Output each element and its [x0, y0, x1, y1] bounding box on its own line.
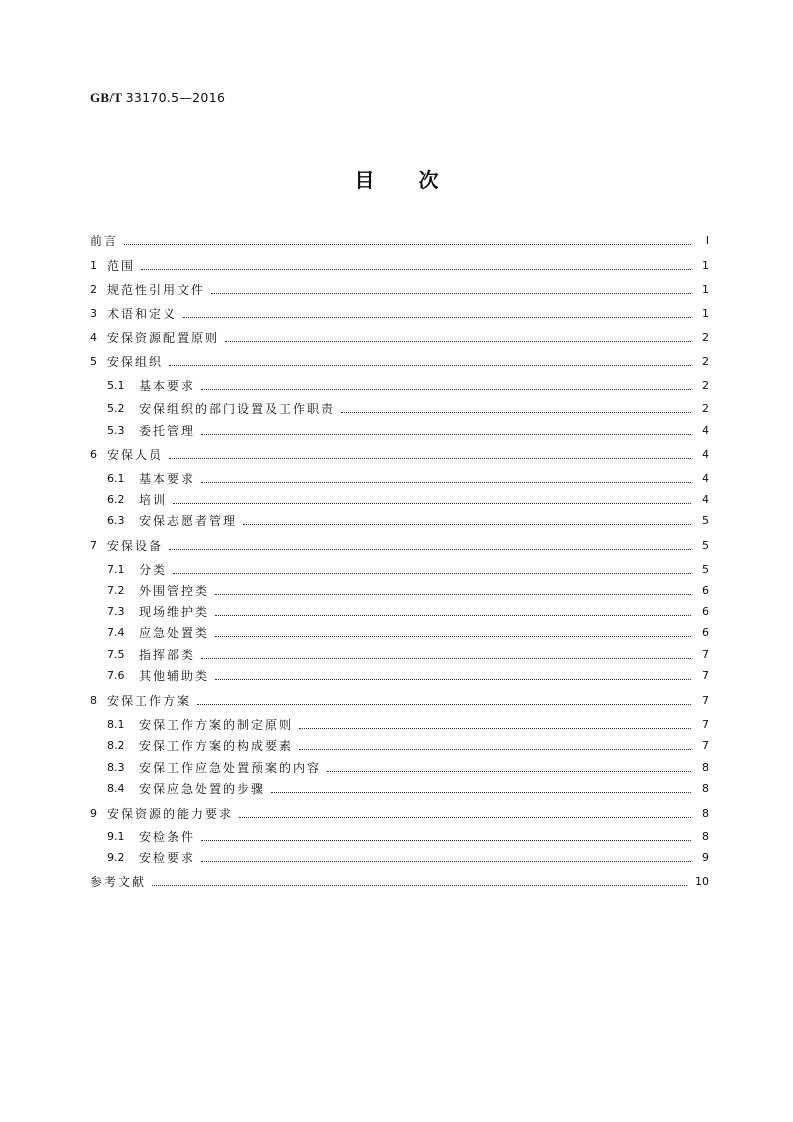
toc-entry-number: 7.2: [107, 584, 125, 597]
toc-entry-label: 安保组织的部门设置及工作职责: [139, 402, 336, 416]
toc-entry-page: 2: [702, 402, 709, 415]
toc-entry-label: 规范性引用文件: [107, 283, 206, 297]
toc-entry-number: 7.3: [107, 605, 125, 618]
toc-entry-page: 8: [702, 782, 709, 795]
toc-entry[interactable]: [107, 666, 709, 684]
toc-entry-page: 7: [702, 718, 709, 731]
toc-entry-label: 应急处置类: [139, 626, 210, 640]
toc-entry-number: 8: [90, 694, 97, 707]
dot-leader: [201, 658, 691, 659]
toc-entry-label: 安检要求: [139, 851, 196, 865]
toc-entry[interactable]: [107, 560, 709, 578]
toc-entry-label: 现场维护类: [139, 605, 210, 619]
toc-entry-page: 6: [702, 584, 709, 597]
toc-entry[interactable]: [107, 623, 709, 641]
toc-entry[interactable]: [107, 376, 709, 394]
toc-entry-page: 6: [702, 626, 709, 639]
toc-entry-page: 2: [702, 379, 709, 392]
toc-entry-label: 术语和定义: [107, 307, 178, 321]
toc-entry-number: 8.1: [107, 718, 125, 731]
toc-entry-label: 安保志愿者管理: [139, 514, 238, 528]
dot-leader: [183, 317, 691, 318]
toc-entry-label: 安保工作方案的构成要素: [139, 739, 294, 753]
toc-entry-page: 4: [702, 448, 709, 461]
toc-entry-number: 5.3: [107, 424, 125, 437]
dot-leader: [327, 771, 691, 772]
toc-entry-label: 分类: [139, 563, 168, 577]
toc-entry-page: Ⅰ: [705, 234, 709, 247]
toc-entry-number: 6.2: [107, 493, 125, 506]
toc-entry-label: 范围: [107, 259, 136, 273]
dot-leader: [341, 412, 691, 413]
toc-entry[interactable]: [107, 715, 709, 733]
toc-entry-page: 1: [702, 283, 709, 296]
toc-entry-number: 3: [90, 307, 97, 320]
title-char: 目: [354, 168, 375, 192]
dot-leader: [239, 817, 691, 818]
toc-entry-page: 8: [702, 761, 709, 774]
toc-entry-label: 安检条件: [139, 830, 196, 844]
dot-leader: [197, 704, 691, 705]
dot-leader: [169, 458, 691, 459]
dot-leader: [271, 792, 691, 793]
toc-entry-number: 9: [90, 807, 97, 820]
toc-entry-number: 7.5: [107, 648, 125, 661]
dot-leader: [169, 549, 691, 550]
toc-entry-label: 参考文献: [90, 875, 147, 889]
toc-entry[interactable]: [107, 736, 709, 754]
toc-entry-page: 5: [702, 563, 709, 576]
toc-entry-number: 7.4: [107, 626, 125, 639]
toc-entry-number: 7.6: [107, 669, 125, 682]
toc-entry-label: 基本要求: [139, 472, 196, 486]
toc-entry-label: 基本要求: [139, 379, 196, 393]
toc-entry-page: 9: [702, 851, 709, 864]
toc-entry-number: 6.1: [107, 472, 125, 485]
toc-entry[interactable]: [107, 602, 709, 620]
toc-entry-number: 5.2: [107, 402, 125, 415]
toc-entry[interactable]: [107, 469, 709, 487]
toc-entry-page: 1: [702, 307, 709, 320]
toc-entry[interactable]: [90, 256, 709, 274]
dot-leader: [152, 885, 687, 886]
page-title: [0, 164, 793, 193]
toc-entry-number: 9.2: [107, 851, 125, 864]
toc-entry-label: 培训: [139, 493, 168, 507]
dot-leader: [299, 749, 691, 750]
toc-entry-page: 8: [702, 830, 709, 843]
toc-entry[interactable]: [90, 872, 709, 890]
toc-entry-number: 9.1: [107, 830, 125, 843]
toc-entry-page: 5: [702, 539, 709, 552]
toc-entry-label: 前言: [90, 234, 119, 248]
toc-entry-page: 8: [702, 807, 709, 820]
toc-entry-number: 6: [90, 448, 97, 461]
dot-leader: [141, 269, 691, 270]
toc-entry[interactable]: [107, 827, 709, 845]
toc-entry[interactable]: [107, 421, 709, 439]
toc-entry-label: 安保工作方案的制定原则: [139, 718, 294, 732]
toc-entry-number: 5: [90, 355, 97, 368]
toc-entry[interactable]: [107, 758, 709, 776]
toc-entry-number: 8.4: [107, 782, 125, 795]
toc-entry-page: 2: [702, 355, 709, 368]
toc-entry[interactable]: [90, 536, 709, 554]
dot-leader: [211, 293, 691, 294]
toc-entry-label: 安保人员: [107, 448, 164, 462]
dot-leader: [173, 503, 691, 504]
toc-entry-label: 安保设备: [107, 539, 164, 553]
toc-entry[interactable]: [107, 399, 709, 417]
standard-prefix: GB/T: [90, 90, 123, 105]
dot-leader: [215, 615, 691, 616]
toc-entry-number: 4: [90, 331, 97, 344]
dot-leader: [225, 341, 691, 342]
toc-entry-number: 8.2: [107, 739, 125, 752]
toc-entry-label: 安保组织: [107, 355, 164, 369]
dot-leader: [201, 840, 691, 841]
standard-number: 33170.5—2016: [125, 90, 226, 105]
toc-entry-page: 5: [702, 514, 709, 527]
toc-entry-number: 1: [90, 259, 97, 272]
dot-leader: [243, 524, 691, 525]
toc-entry-page: 4: [702, 472, 709, 485]
toc-entry-number: 6.3: [107, 514, 125, 527]
dot-leader: [215, 594, 691, 595]
toc-entry-page: 4: [702, 493, 709, 506]
toc-entry-page: 7: [702, 694, 709, 707]
toc-entry-label: 指挥部类: [139, 648, 196, 662]
toc-entry[interactable]: [107, 581, 709, 599]
toc-entry[interactable]: [107, 848, 709, 866]
dot-leader: [215, 636, 691, 637]
toc-entry-page: 2: [702, 331, 709, 344]
toc-entry-page: 7: [702, 648, 709, 661]
toc-entry[interactable]: [107, 645, 709, 663]
toc-entry-label: 其他辅助类: [139, 669, 210, 683]
toc-entry[interactable]: [90, 328, 709, 346]
toc-entry-number: 2: [90, 283, 97, 296]
toc-entry-page: 10: [695, 875, 709, 888]
toc-entry[interactable]: [90, 691, 709, 709]
toc-entry-page: 6: [702, 605, 709, 618]
toc-entry-page: 7: [702, 669, 709, 682]
toc-entry-label: 安保资源配置原则: [107, 331, 220, 345]
dot-leader: [173, 573, 691, 574]
toc-entry-label: 安保工作方案: [107, 694, 192, 708]
dot-leader: [201, 861, 691, 862]
toc-entry-number: 7.1: [107, 563, 125, 576]
toc-entry-label: 安保资源的能力要求: [107, 807, 234, 821]
dot-leader: [201, 389, 691, 390]
toc-entry[interactable]: [107, 511, 709, 529]
toc-entry[interactable]: [90, 280, 709, 298]
toc-entry-number: 5.1: [107, 379, 125, 392]
dot-leader: [169, 365, 691, 366]
toc-entry-page: 7: [702, 739, 709, 752]
toc-entry[interactable]: [90, 304, 709, 322]
toc-entry[interactable]: [90, 231, 709, 249]
toc-entry[interactable]: [107, 490, 709, 508]
toc-entry-page: 1: [702, 259, 709, 272]
toc-entry[interactable]: [90, 804, 709, 822]
toc-entry-label: 安保工作应急处置预案的内容: [139, 761, 322, 775]
dot-leader: [299, 728, 691, 729]
dot-leader: [215, 679, 691, 680]
dot-leader: [201, 434, 691, 435]
dot-leader: [201, 482, 691, 483]
title-char: 次: [418, 168, 439, 192]
toc-entry-number: 7: [90, 539, 97, 552]
standard-code: [90, 90, 225, 106]
toc-entry[interactable]: [90, 352, 709, 370]
toc-entry-label: 委托管理: [139, 424, 196, 438]
toc-entry[interactable]: [107, 779, 709, 797]
dot-leader: [124, 244, 691, 245]
toc-entry-number: 8.3: [107, 761, 125, 774]
toc-entry[interactable]: [90, 445, 709, 463]
toc-entry-page: 4: [702, 424, 709, 437]
toc-entry-label: 外围管控类: [139, 584, 210, 598]
toc-entry-label: 安保应急处置的步骤: [139, 782, 266, 796]
